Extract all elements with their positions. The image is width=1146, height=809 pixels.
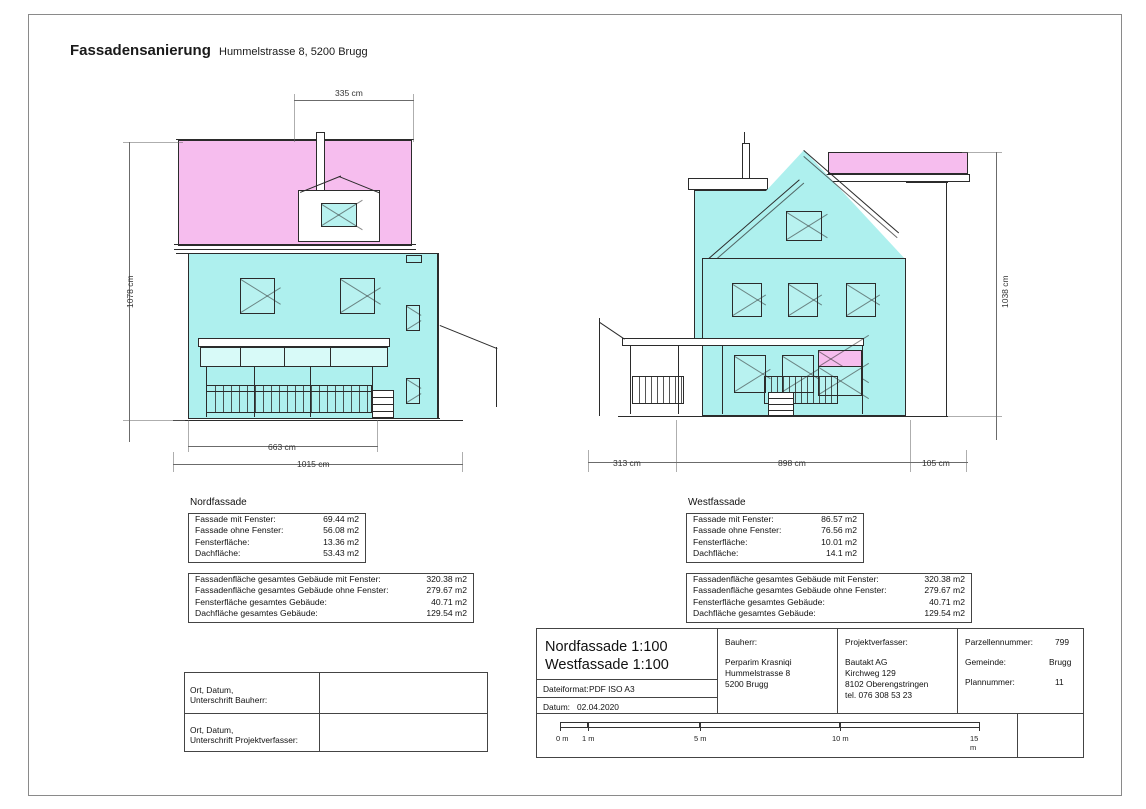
north-facade-row-1-label: Fassade ohne Fenster: [195,525,284,536]
north-dim-inner-ext-left [188,420,189,452]
scalebar-label-2: 5 m [694,734,707,743]
plannummer-label: Plannummer: [965,677,1015,687]
scalebar-tick-0 [560,722,561,731]
north-facade-row-2-value: 13.36 m2 [323,536,359,547]
north-total-row-3-value: 129.54 m2 [426,608,467,619]
title-block-col-div-2 [837,629,838,713]
north-ground-line [188,418,440,419]
west-total-row-3-label: Dachfläche gesamtes Gebäude: [693,608,816,619]
north-eave-line-1 [174,244,416,245]
north-total-row-2-label: Fensterfläche gesamtes Gebäude: [195,596,327,607]
north-porch-beam-div-3 [330,347,331,367]
north-total-row-2-value: 40.71 m2 [431,596,467,607]
west-facade-row-1-value: 76.56 m2 [821,525,857,536]
title-block-col-div-1 [717,629,718,713]
north-roof-ridge-line [176,139,414,140]
north-railing-rail [206,391,372,392]
north-window-lower-right-small [406,378,420,404]
parzelle-value: 799 [1055,637,1069,647]
north-facade-row-0-value: 69.44 m2 [323,514,359,524]
fileformat-value: PDF ISO A3 [589,684,635,694]
north-total-row-1-value: 279.67 m2 [426,585,467,596]
scalebar-seg-3 [840,722,980,728]
north-stair-step-1 [372,397,394,398]
north-dim-inner-label: 663 cm [268,442,296,452]
west-facade-row-0-value: 86.57 m2 [821,514,857,524]
signature-block [184,672,488,752]
west-total-row-0-value: 320.38 m2 [924,574,965,584]
west-stair-step-3 [768,410,794,411]
signature-col-divider [319,673,320,751]
west-porch-railing-left [632,376,684,404]
bauherr-label: Bauherr: [725,637,758,647]
north-dim-inner-ext-right [377,420,378,452]
west-total-row-2-label: Fensterfläche gesamtes Gebäude: [693,596,825,607]
north-total-table [188,573,474,623]
bauherr-line-3: 5200 Brugg [725,679,769,689]
north-total-row-0-label: Fassadenfläche gesamtes Gebäude mit Fenster: [195,574,381,584]
scalebar-tick-2 [700,722,701,731]
west-dim-ext-4 [966,450,967,472]
north-porch-beam-div-2 [284,347,285,367]
west-ground-line [618,416,948,417]
north-facade-table [188,513,366,563]
scalebar-seg-1 [588,722,700,728]
north-facade-row-0-label: Fassade mit Fenster: [195,514,276,524]
scalebar-frame-div [1017,714,1018,757]
west-porch-column-3 [722,346,723,414]
projektverfasser-line-4: tel. 076 308 53 23 [845,690,913,700]
west-porch-column-1 [630,346,631,414]
west-window-upper-middle [788,283,818,317]
scalebar-label-0: 0 m [556,734,569,743]
west-facade-row-3-value: 14.1 m2 [825,548,857,559]
north-facade-row-1-value: 56.08 m2 [323,525,359,536]
scalebar-label-3: 10 m [832,734,849,743]
west-right-wing-edge [946,182,947,416]
west-facade-row-1-label: Fassade ohne Fenster: [693,525,782,536]
north-facade-row-2-label: Fensterfläche: [195,536,250,547]
north-dim-top-line [294,100,414,101]
west-porch-column-4 [862,346,863,414]
bauherr-line-2: Hummelstrasse 8 [725,668,791,678]
gemeinde-value: Brugg [1049,657,1072,667]
north-stair-step-3 [372,411,394,412]
north-window-upper-right-small [406,305,420,331]
bauherr-line-1: Perparim Krasniqi [725,657,792,667]
north-dim-total-label: 1015 cm [297,459,330,469]
north-facade-row-3-label: Dachfläche: [195,548,241,559]
signature-bauherr-line1: Ort, Datum, [190,685,234,695]
west-facade-row-2-label: Fensterfläche: [693,536,748,547]
north-dim-height-label: 1078 cm [125,275,135,308]
west-dim-height-ext-top [962,152,1002,153]
scalebar-tick-4 [979,722,980,731]
north-stair-step-2 [372,404,394,405]
north-porch-beam-div-1 [240,347,241,367]
plan-title-line-2: Westfassade 1:100 [545,657,669,673]
west-dim-left-label: 313 cm [613,458,641,468]
fileformat-label: Dateiformat: [543,684,589,694]
west-right-wing-top [906,182,948,183]
scalebar-label-1: 1 m [582,734,595,743]
scale-bar [556,722,980,752]
scalebar-tick-3 [840,722,841,731]
west-dim-ext-3 [910,420,911,472]
north-dormer-window [321,203,357,227]
scalebar-tick-1 [588,722,589,731]
projektverfasser-label: Projektverfasser: [845,637,908,647]
west-total-row-1-label: Fassadenfläche gesamtes Gebäude ohne Fenster: [693,585,887,596]
north-dim-height-ext-bottom [123,420,185,421]
north-eave-line-2 [174,249,416,250]
north-porch-railing [206,385,372,413]
projektverfasser-line-1: Bautakt AG [845,657,888,667]
west-dim-ext-1 [588,450,589,472]
page-title: Fassadensanierung [70,42,211,59]
north-porch-roof [198,338,390,347]
west-total-table [686,573,972,623]
north-window-upper-left [240,278,275,314]
scalebar-label-4: 15 m [970,734,979,752]
west-total-row-1-value: 279.67 m2 [924,585,965,596]
west-facade-row-0-label: Fassade mit Fenster: [693,514,774,524]
plan-title-line-1: Nordfassade 1:100 [545,639,668,655]
title-block-row-div-1 [537,679,717,680]
north-caption: Nordfassade [190,497,247,508]
west-stair-step-1 [768,398,794,399]
west-window-upper-left [732,283,762,317]
date-label: Datum: [543,702,570,712]
north-porch-fascia [200,347,388,367]
title-block-col-div-3 [957,629,958,713]
north-total-row-0-value: 320.38 m2 [426,574,467,584]
projektverfasser-line-3: 8102 Oberengstringen [845,679,929,689]
north-total-row-3-label: Dachfläche gesamtes Gebäude: [195,608,318,619]
west-window-attic [786,211,822,241]
north-annex-edge [496,347,497,407]
west-dim-height-label: 1038 cm [1000,275,1010,308]
west-total-row-0-label: Fassadenfläche gesamtes Gebäude mit Fenster: [693,574,879,584]
west-facade-row-2-value: 10.01 m2 [821,536,857,547]
projektverfasser-line-2: Kirchweg 129 [845,668,896,678]
gemeinde-label: Gemeinde: [965,657,1006,667]
west-window-upper-right [846,283,876,317]
date-value: 02.04.2020 [577,702,619,712]
title-block [536,628,1084,714]
west-stair-step-2 [768,404,794,405]
west-dim-ext-2 [676,420,677,472]
north-dim-total-ext-right [462,452,463,472]
signature-divider [185,713,487,714]
west-dim-height-line [996,152,997,440]
west-total-row-3-value: 129.54 m2 [924,608,965,619]
signature-projektverfasser-line2: Unterschrift Projektverfasser: [190,735,298,745]
scalebar-seg-0 [560,722,588,728]
north-dim-top-label: 335 cm [335,88,363,98]
west-window-lower-left [734,355,766,393]
west-dim-height-ext-bottom [948,416,1002,417]
west-dim-right-label: 105 cm [922,458,950,468]
north-terrain-line [173,420,463,421]
page-subtitle: Hummelstrasse 8, 5200 Brugg [219,46,368,58]
scalebar-seg-2 [700,722,840,728]
west-porch-roof [622,338,864,346]
title-block-row-div-2 [537,697,717,698]
signature-bauherr-line2: Unterschrift Bauherr: [190,695,268,705]
north-dim-top-ext-right [413,94,414,142]
north-total-row-1-label: Fassadenfläche gesamtes Gebäude ohne Fenster: [195,585,389,596]
west-dim-middle-label: 898 cm [778,458,806,468]
signature-projektverfasser-line1: Ort, Datum, [190,725,234,735]
plannummer-value: 11 [1055,677,1064,687]
north-dim-top-ext-left [294,94,295,142]
west-total-row-2-value: 40.71 m2 [929,596,965,607]
north-facade-right-edge [438,253,439,419]
north-vent-upper [406,255,422,263]
parzelle-label: Parzellennummer: [965,637,1033,647]
west-facade-row-3-label: Dachfläche: [693,548,739,559]
west-caption: Westfassade [688,497,746,508]
west-facade-table [686,513,864,563]
west-left-wall-edge [599,318,600,416]
north-dim-height-ext-top [123,142,183,143]
north-facade-row-3-value: 53.43 m2 [323,548,359,559]
north-window-upper-middle [340,278,375,314]
north-dim-total-ext-left [173,452,174,472]
